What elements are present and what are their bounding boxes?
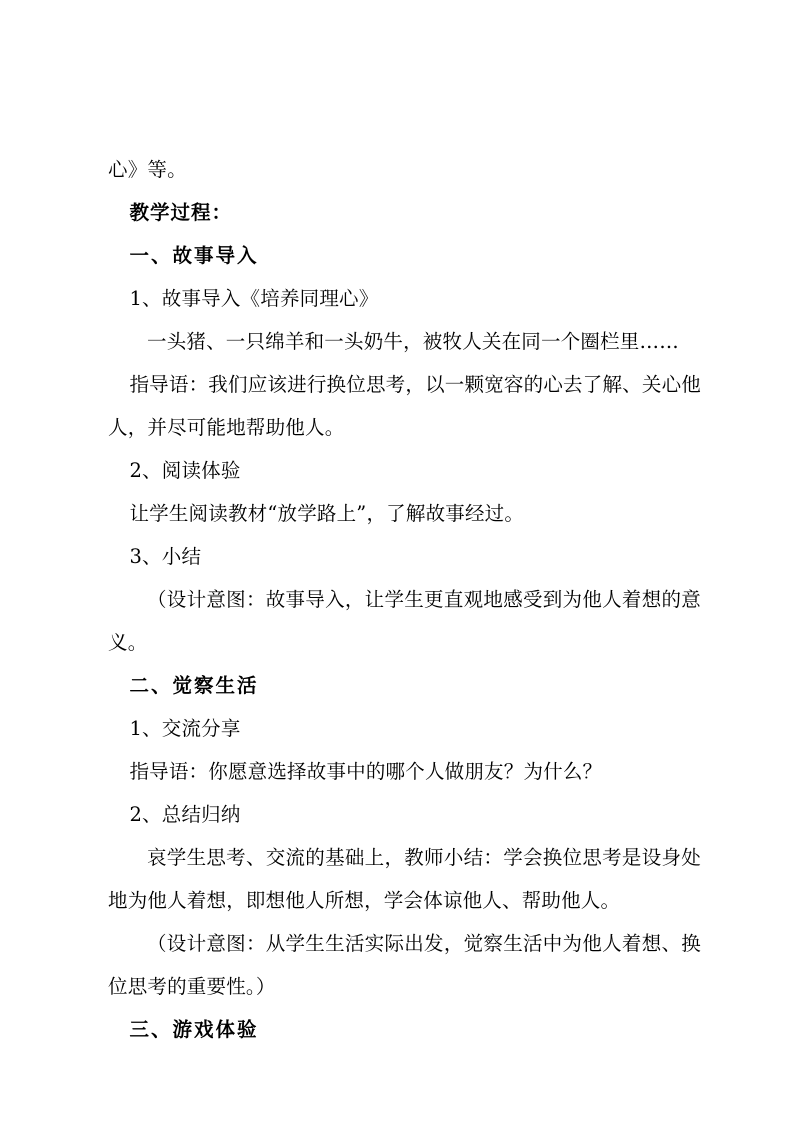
list-item-story-intro: 1、故事导入《培养同理心》 xyxy=(129,287,379,310)
paragraph-guidance-one: 指导语：我们应该进行换位思考，以一颗宽容的心去了解、关心他人，并尽可能地帮助他人。 xyxy=(108,373,701,439)
paragraph-story-text: 一头猪、一只绵羊和一头奶牛，被牧人关在同一个圈栏里…… xyxy=(147,330,679,353)
list-item-summary: 3、小结 xyxy=(129,545,202,568)
section-heading-two: 二、觉察生活 xyxy=(129,674,259,697)
section-heading-three: 三、游戏体验 xyxy=(129,1018,259,1041)
list-item-conclusion: 2、总结归纳 xyxy=(129,803,241,826)
list-item-reading-experience: 2、阅读体验 xyxy=(129,459,241,482)
paragraph-design-intent-one: （设计意图：故事导入，让学生更直观地感受到为他人着想的意义。 xyxy=(108,588,701,654)
paragraph-guidance-two: 指导语：你愿意选择故事中的哪个人做朋友？为什么？ xyxy=(129,760,603,783)
paragraph-continuation: 心》等。 xyxy=(108,158,187,181)
paragraph-reading-task: 让学生阅读教材“放学路上”，了解故事经过。 xyxy=(129,502,525,525)
paragraph-design-intent-two: （设计意图：从学生生活实际出发，觉察生活中为他人着想、换位思考的重要性。） xyxy=(108,932,701,998)
list-item-sharing: 1、交流分享 xyxy=(129,717,241,740)
heading-teaching-process: 教学过程： xyxy=(129,201,232,224)
section-heading-one: 一、故事导入 xyxy=(129,244,259,267)
paragraph-teacher-summary: 哀学生思考、交流的基础上，教师小结：学会换位思考是设身处地为他人着想，即想他人所想，学会体谅他人、帮助他人。 xyxy=(108,846,701,912)
document-body xyxy=(108,148,701,1051)
